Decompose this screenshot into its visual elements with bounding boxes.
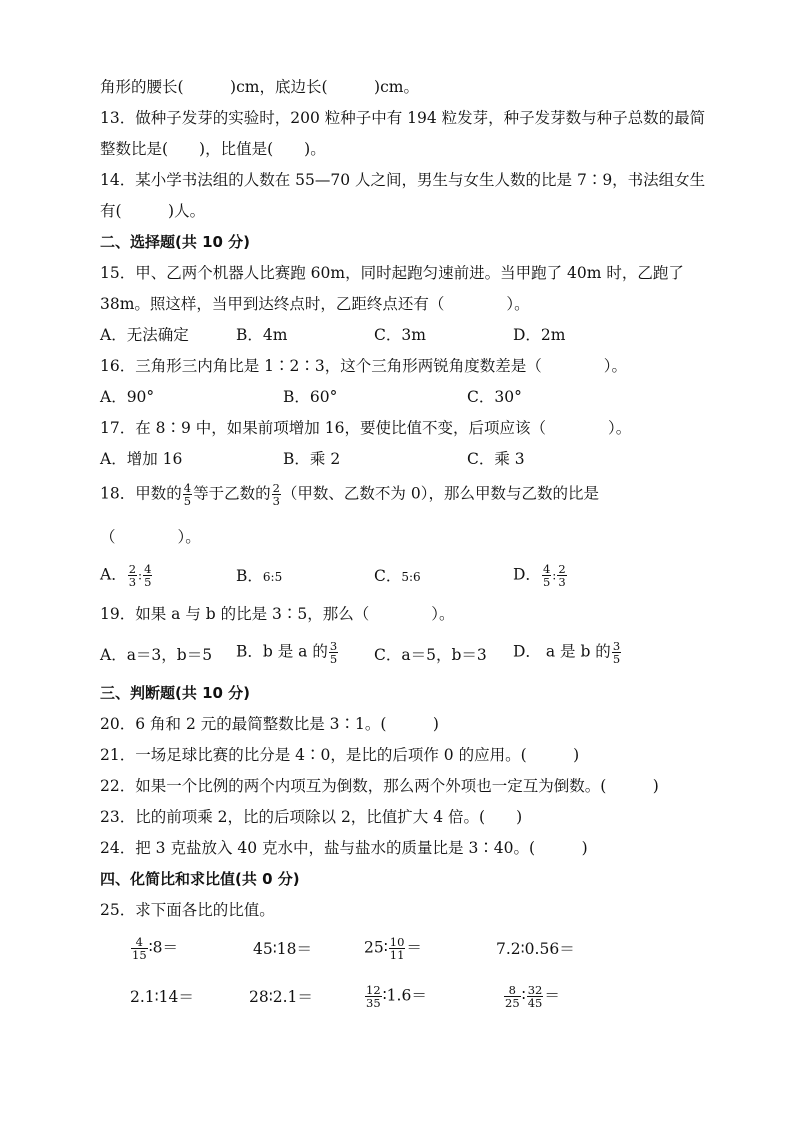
ratio-text: ∶1.6＝ [382,986,427,1005]
q25-item-1 [130,936,178,961]
denominator: 3 [272,494,280,508]
fraction [389,936,406,961]
q20-text: 20．6 角和 2 元的最简整数比是 3∶1。( ) [100,715,439,733]
q18-mid: 等于乙数的 [193,484,271,503]
denominator: 3 [558,575,566,589]
denominator: 45 [527,996,543,1010]
q21-text: 21．一场足球比赛的比分是 4∶0，是比的后项作 0 的应用。( ) [100,746,580,764]
numerator: 8 [504,984,521,997]
colon: : [138,568,143,583]
q17-option-b: B．乘 2 [283,450,341,468]
q17-option-a: A．增加 16 [100,450,183,468]
q19-option-a: A．a＝3，b＝5 [100,646,213,664]
q25-item-7 [364,984,427,1009]
q18-text [100,482,599,507]
q25-item-8 [503,984,560,1009]
q13-line1: 13．做种子发芽的实验时，200 粒种子中有 194 粒发芽，种子发芽数与种子总数的最简 [100,109,706,127]
option-value: 6:5 [262,570,283,584]
numerator: 2 [558,562,566,576]
denominator: 35 [366,996,381,1010]
fraction [143,563,152,588]
denominator: 3 [128,575,137,589]
ratio-text: 25∶ [364,938,388,957]
fraction [365,984,382,1009]
q19-option-c: C．a＝5，b＝3 [374,646,487,664]
q16-option-a: A．90° [100,388,155,406]
q19-text: 19．如果 a 与 b 的比是 3∶5，那么（ ）。 [100,605,455,623]
denominator: 5 [612,652,621,666]
numerator: 12 [366,983,381,997]
numerator: 3 [612,639,621,653]
q15-option-b: B．4m [236,326,288,344]
option-letter: A． [100,565,127,584]
fraction [131,936,148,961]
denominator: 5 [183,494,192,508]
q25-item-4: 7.2∶0.56＝ [496,940,575,958]
q18-option-d [513,563,568,588]
numerator: 2 [128,562,137,576]
numerator: 10 [389,935,405,949]
numerator: 4 [131,936,148,949]
q13-line2: 整数比是( )，比值是( )。 [100,140,326,158]
q18-line2: （ ）。 [100,528,201,546]
equals-sign: ＝ [544,986,560,1005]
q14-line2: 有( )人。 [100,202,206,220]
option-letter: B． [236,567,263,585]
section-heading-choice: 二、选择题(共 10 分) [100,233,251,251]
section-heading-judgement: 三、判断题(共 10 分) [100,684,251,702]
denominator: 11 [389,948,405,962]
numerator: 2 [272,481,280,495]
option-letter: D． [513,565,541,584]
q18-post: （甲数、乙数不为 0），那么甲数与乙数的比是 [281,484,599,503]
equals-sign: ＝ [406,938,422,957]
q23-text: 23．比的前项乘 2，比的后项除以 2，比值扩大 4 倍。( ) [100,808,523,826]
q25-title: 25．求下面各比的比值。 [100,901,275,919]
denominator: 15 [132,948,147,962]
colon: : [552,568,557,583]
q16-option-c: C．30° [467,388,522,406]
fraction [329,640,338,665]
denominator: 25 [505,996,520,1010]
numerator: 4 [183,481,192,495]
q16-text: 16．三角形三内角比是 1∶2∶3，这个三角形两锐角度数差是（ ）。 [100,357,627,375]
q12-continuation: 角形的腰长( )cm，底边长( )cm。 [100,78,419,96]
fraction [612,640,621,665]
fraction [128,563,137,588]
q19-option-d [513,640,622,665]
q18-option-b [236,566,282,587]
q25-item-6: 28∶2.1＝ [249,988,313,1006]
q25-item-3 [364,936,422,961]
denominator: 5 [542,575,551,589]
q19-option-b [236,640,339,665]
option-text: D． a 是 b 的 [513,642,611,661]
fraction [504,984,521,1009]
numerator: 4 [144,562,152,576]
numerator: 4 [542,562,551,576]
q25-item-2: 45∶18＝ [253,940,312,958]
colon: ∶ [521,986,526,1005]
denominator: 5 [329,652,338,666]
q18-pre: 18．甲数的 [100,484,182,503]
q17-option-c: C．乘 3 [467,450,525,468]
q18-option-c [374,566,421,587]
q22-text: 22．如果一个比例的两个内项互为倒数，那么两个外项也一定互为倒数。( ) [100,777,659,795]
denominator: 5 [144,575,152,589]
q15-option-c: C．3m [374,326,426,344]
q15-option-d: D．2m [513,326,566,344]
numerator: 32 [527,983,543,997]
numerator: 3 [329,639,338,653]
q18-fraction-2-3 [272,482,281,507]
q17-text: 17．在 8∶9 中，如果前项增加 16，要使比值不变，后项应该（ ）。 [100,419,632,437]
q14-line1: 14．某小学书法组的人数在 55—70 人之间，男生与女生人数的比是 7∶9，书法组女生 [100,171,706,189]
q15-line1: 15．甲、乙两个机器人比赛跑 60m，同时起跑匀速前进。当甲跑了 40m 时，乙跑了 [100,264,684,282]
fraction [527,984,544,1009]
option-letter: C． [374,567,402,585]
option-text: B．b 是 a 的 [236,642,328,661]
q25-item-5: 2.1∶14＝ [130,988,194,1006]
fraction [557,563,566,588]
q18-fraction-4-5 [183,482,192,507]
q15-line2: 38m。照这样，当甲到达终点时，乙距终点还有（ ）。 [100,295,530,313]
section-heading-simplify: 四、化简比和求比值(共 0 分) [100,870,300,888]
q24-text: 24．把 3 克盐放入 40 克水中，盐与盐水的质量比是 3∶40。( ) [100,839,588,857]
option-value: 5:6 [401,570,421,584]
q15-option-a: A．无法确定 [100,326,189,344]
ratio-text: ∶8＝ [148,938,179,957]
q18-option-a [100,563,153,588]
q16-option-b: B．60° [283,388,338,406]
fraction [542,563,551,588]
